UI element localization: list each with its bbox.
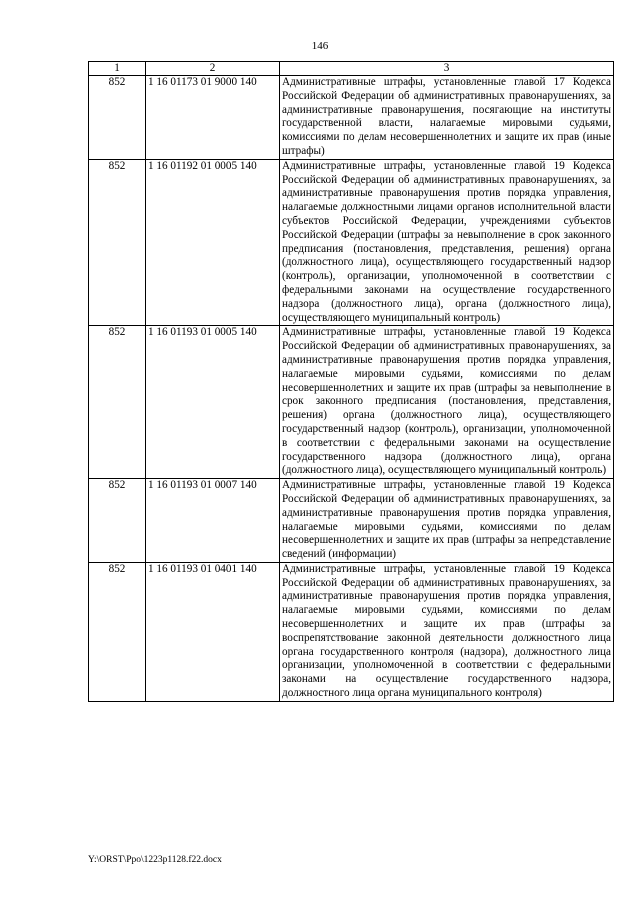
admin-code-cell: 852 — [89, 159, 146, 326]
page-number: 146 — [311, 40, 329, 52]
table-row — [89, 479, 614, 563]
table-row — [89, 326, 614, 479]
budget-classification-table — [88, 61, 614, 702]
table-row — [89, 76, 614, 160]
kbk-code-cell: 1 16 01173 01 9000 140 — [146, 76, 280, 160]
description-cell: Административные штрафы, установленные главой 19 Кодекса Российской Федерации об административных правонарушениях, за административные правонарушения против порядка управления, налагаемые мировыми судьями, комиссиями по делам несовершеннолетних и защите их прав (штрафы за невыполнение в срок законного предписания (постановления, представления, решения) органа (должностного лица), осуществляющего государственный надзор (контроль), организации, уполномоченной в соответствии с федеральными законами на осуществление государственного надзора (должностного лица), органа (должностного лица), осуществляющего муниципальный контроль) — [280, 326, 614, 479]
admin-code-cell: 852 — [89, 76, 146, 160]
table-row — [89, 562, 614, 701]
description-cell: Административные штрафы, установленные главой 19 Кодекса Российской Федерации об административных правонарушениях, за административные правонарушения против порядка управления, налагаемые мировыми судьями, комиссиями по делам несовершеннолетних и защите их прав (штрафы за воспрепятствование законной деятельности должностного лица органа государственного контроля (надзора), должностного лица организации, уполномоченной в соответствии с федеральными законами на осуществление государственного надзора, должностного лица органа муниципального контроля) — [280, 562, 614, 701]
description-cell: Административные штрафы, установленные главой 17 Кодекса Российской Федерации об административных правонарушениях, за административные правонарушения, посягающие на институты государственной власти, налагаемые мировыми судьями, комиссиями по делам несовершеннолетних и защите их прав (иные штрафы) — [280, 76, 614, 160]
column-header-1: 1 — [89, 62, 146, 76]
description-cell: Административные штрафы, установленные главой 19 Кодекса Российской Федерации об административных правонарушениях, за административные правонарушения против порядка управления, налагаемые мировыми судьями, комиссиями по делам несовершеннолетних и защите их прав (штрафы за непредставление сведений (информации) — [280, 479, 614, 563]
admin-code-cell: 852 — [89, 479, 146, 563]
column-header-3: 3 — [280, 62, 614, 76]
description-cell: Административные штрафы, установленные главой 19 Кодекса Российской Федерации об административных правонарушениях, за административные правонарушения против порядка управления, налагаемые должностными лицами органов исполнительной власти субъектов Российской Федерации, учреждениями субъектов Российской Федерации (штрафы за невыполнение в срок законного предписания (постановления, представления, решения) органа (должностного лица), осуществляющего государственный надзор (контроль), организации, уполномоченной в соответствии с федеральными законами на осуществление государственного надзора (должностного лица), органа (должностного лица), осуществляющего муниципальный контроль) — [280, 159, 614, 326]
column-header-2: 2 — [146, 62, 280, 76]
admin-code-cell: 852 — [89, 562, 146, 701]
kbk-code-cell: 1 16 01193 01 0007 140 — [146, 479, 280, 563]
kbk-code-cell: 1 16 01192 01 0005 140 — [146, 159, 280, 326]
footer-file-path: Y:\ORST\Ppo\1223p1128.f22.docx — [88, 855, 222, 865]
kbk-code-cell: 1 16 01193 01 0401 140 — [146, 562, 280, 701]
kbk-code-cell: 1 16 01193 01 0005 140 — [146, 326, 280, 479]
admin-code-cell: 852 — [89, 326, 146, 479]
table-row — [89, 159, 614, 326]
table-header-row — [89, 62, 614, 76]
